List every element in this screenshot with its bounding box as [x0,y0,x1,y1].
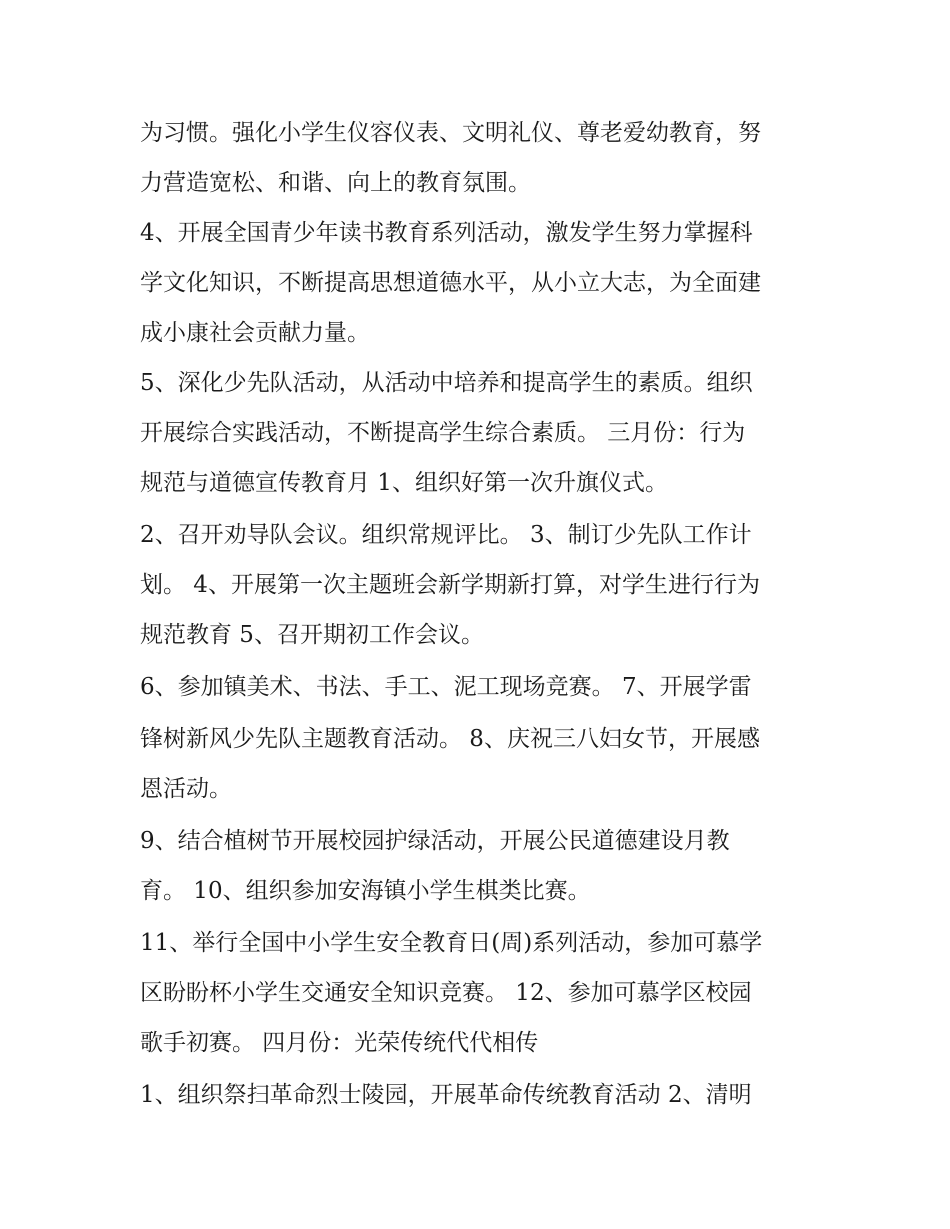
text-line-9: 2、召开劝导队会议。组织常规评比。 3、制订少先队工作计 [140,522,752,548]
text-line-17: 11、举行全国中小学生安全教育日(周)系列活动，参加可慕学 [140,930,763,956]
text-line-12: 6、参加镇美术、书法、手工、泥工现场竞赛。 7、开展学雷 [140,674,752,700]
text-line-7: 开展综合实践活动，不断提高学生综合素质。 三月份：行为 [140,420,746,446]
text-line-1: 为习惯。强化小学生仪容仪表、文明礼仪、尊老爱幼教育，努 [140,120,761,146]
text-line-4: 学文化知识，不断提高思想道德水平，从小立大志，为全面建 [140,270,761,296]
text-line-20: 1、组织祭扫革命烈士陵园，开展革命传统教育活动 2、清明 [140,1082,752,1108]
text-line-19: 歌手初赛。 四月份：光荣传统代代相传 [140,1030,539,1056]
text-line-3: 4、开展全国青少年读书教育系列活动，激发学生努力掌握科 [140,220,753,246]
text-line-5: 成小康社会贡献力量。 [140,320,370,346]
text-line-13: 锋树新风少先队主题教育活动。 8、庆祝三八妇女节，开展感 [140,726,760,752]
text-line-6: 5、深化少先队活动，从活动中培养和提高学生的素质。组织 [140,370,753,396]
text-line-18: 区盼盼杯小学生交通安全知识竞赛。 12、参加可慕学区校园 [140,980,752,1006]
text-line-11: 规范教育 5、召开期初工作会议。 [140,622,484,648]
text-line-14: 恩活动。 [140,776,232,802]
text-line-10: 划。 4、开展第一次主题班会新学期新打算，对学生进行行为 [140,572,760,598]
text-line-16: 育。 10、组织参加安海镇小学生棋类比赛。 [140,878,591,904]
text-line-8: 规范与道德宣传教育月 1、组织好第一次升旗仪式。 [140,470,668,496]
text-line-15: 9、结合植树节开展校园护绿活动，开展公民道德建设月教 [140,828,730,854]
text-line-2: 力营造宽松、和谐、向上的教育氛围。 [140,170,531,196]
